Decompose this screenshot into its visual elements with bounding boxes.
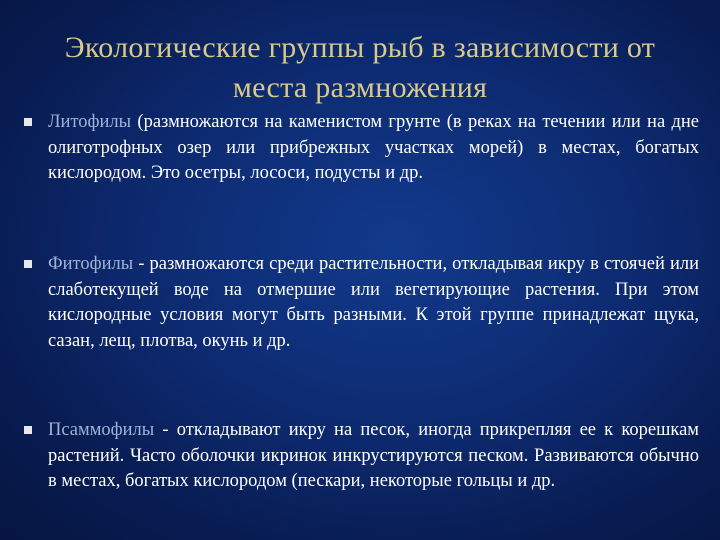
square-bullet-icon	[24, 118, 32, 126]
bullet-text	[48, 252, 699, 354]
square-bullet-icon	[24, 426, 32, 434]
bullet-description: (размножаются на каменистом грунте (в реках на течении или на дне олиготрофных озер или прибрежных участках морей) в местах, богатых кислородом. Это осетры, лососи, подусты и др.	[48, 112, 699, 183]
bullet-description: - откладывают икру на песок, иногда прикрепляя ее к корешкам растений. Часто оболочки икринок инкрустируются песком. Развиваются обычно в местах, богатых кислородом (пескари, некоторые гольцы и др.	[48, 420, 699, 491]
bullet-text	[48, 110, 699, 187]
bullet-description: - размножаются среди растительности, откладывая икру в стоячей или слаботекущей воде на отмершие или вегетирующие растения. При этом кислородные условия могут быть разными. К этой группе принадлежат щука, сазан, лещ, плотва, окунь и др.	[48, 254, 699, 351]
bullet-term: Псаммофилы	[48, 420, 155, 440]
bullet-term: Фитофилы	[48, 254, 134, 274]
bullet-text	[48, 418, 699, 495]
slide-title: Экологические группы рыб в зависимости от места размножения	[64, 31, 656, 104]
square-bullet-icon	[24, 260, 32, 268]
bullet-term: Литофилы	[48, 112, 132, 132]
